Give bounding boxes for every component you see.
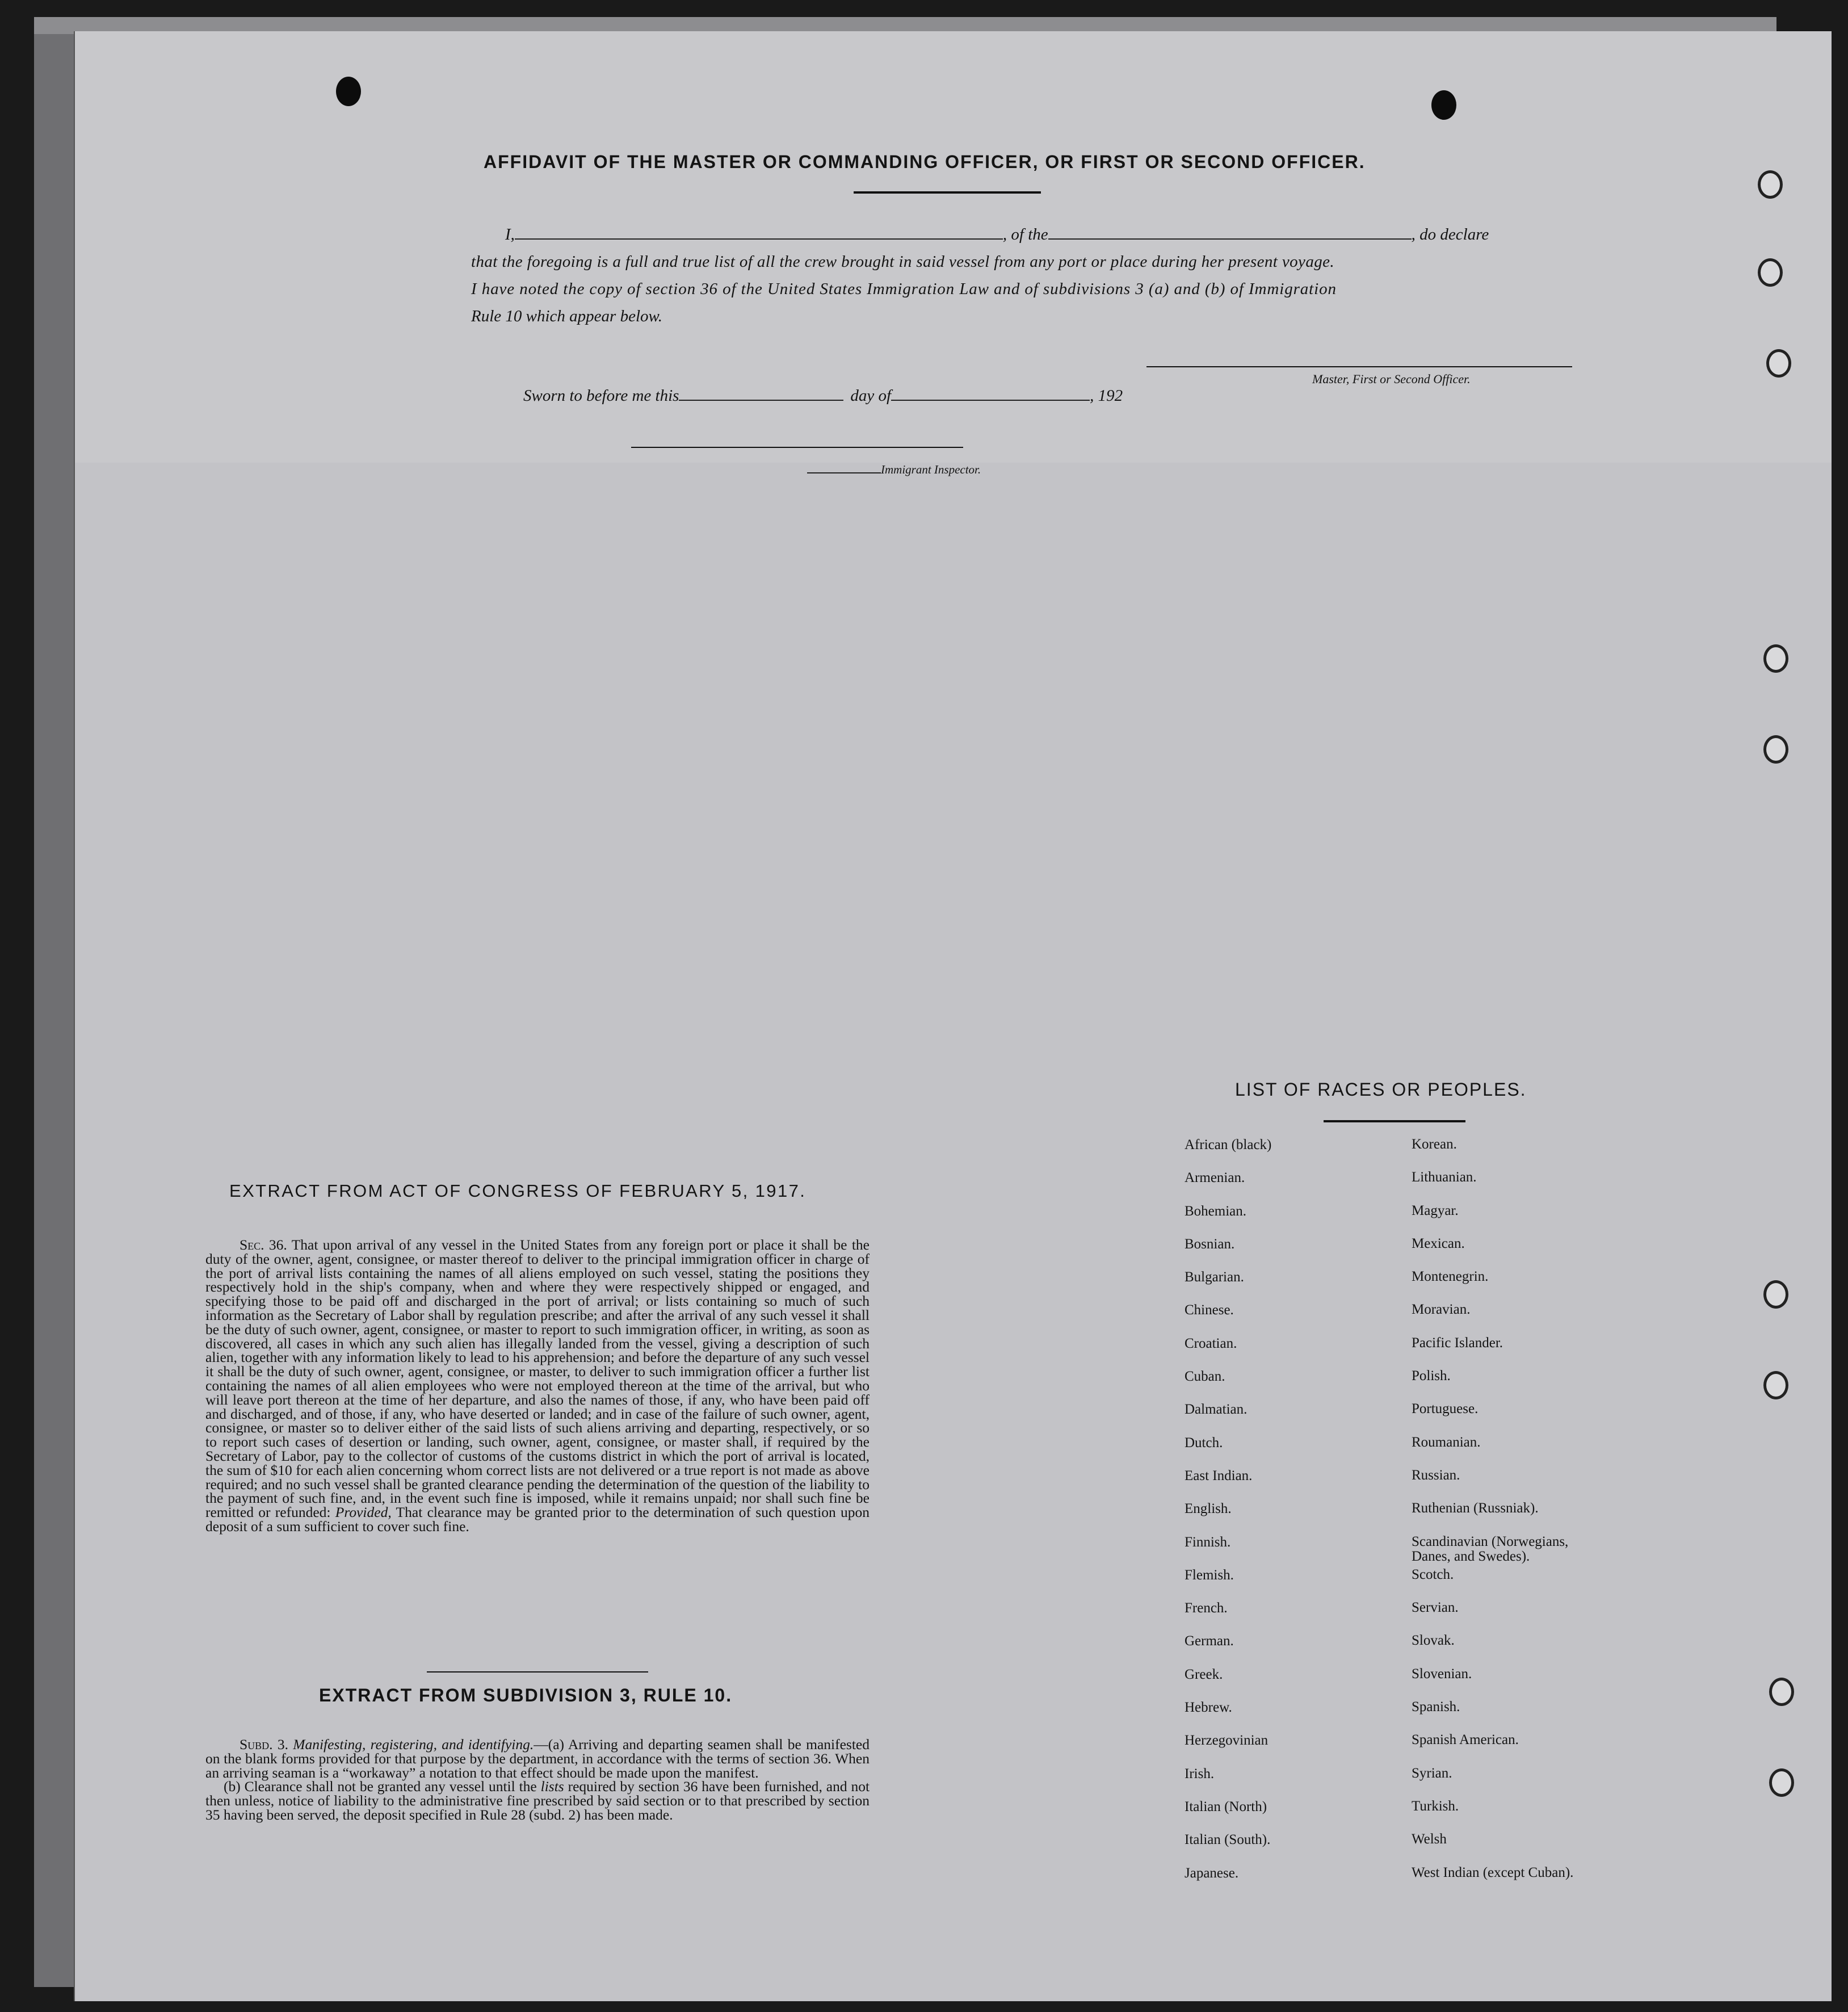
sworn-day-of-label: day of xyxy=(850,387,892,405)
race-right-cell: Moravian. xyxy=(1412,1302,1471,1318)
race-left-cell: Armenian. xyxy=(1185,1170,1245,1186)
races-table-row xyxy=(1185,1369,1605,1402)
affidavit-title: AFFIDAVIT OF THE MASTER OR COMMANDING OFFICER, OR FIRST OR SECOND OFFICER. xyxy=(484,152,1366,172)
race-left-cell: Bohemian. xyxy=(1185,1203,1247,1219)
sworn-prefix: Sworn to before me this xyxy=(523,387,679,405)
race-right-cell: Spanish American. xyxy=(1412,1732,1519,1748)
races-table-row xyxy=(1185,1137,1605,1170)
race-left-cell: Bulgarian. xyxy=(1185,1269,1244,1285)
race-left-cell: Cuban. xyxy=(1185,1369,1225,1385)
race-right-cell: Pacific Islander. xyxy=(1412,1335,1503,1351)
race-right-cell: Welsh xyxy=(1412,1831,1447,1847)
binder-ring-hole xyxy=(1758,170,1783,199)
race-left-cell: Hebrew. xyxy=(1185,1700,1232,1716)
races-table-row xyxy=(1185,1402,1605,1435)
race-left-cell: German. xyxy=(1185,1633,1234,1649)
race-right-cell: Slovak. xyxy=(1412,1633,1455,1649)
section-36-text xyxy=(205,1238,870,1534)
race-left-cell: Croatian. xyxy=(1185,1335,1237,1351)
inspector-signature-line-long xyxy=(631,447,963,448)
affidavit-line-3: I have noted the copy of section 36 of the United States Immigration Law and of subdivisions 3 (a) and (b) of Immigration xyxy=(471,280,1337,298)
races-table-row xyxy=(1185,1667,1605,1700)
subdivision-text-b-1: (b) Clearance shall not be granted any vessel until the xyxy=(224,1778,537,1795)
race-right-cell: Slovenian. xyxy=(1412,1666,1472,1682)
act-extract-title: EXTRACT FROM ACT OF CONGRESS OF FEBRUARY 5, 1917. xyxy=(229,1181,807,1201)
race-left-cell: French. xyxy=(1185,1600,1228,1616)
affidavit-line-2: that the foregoing is a full and true list of all the crew brought in said vessel from any port or place during her present voyage. xyxy=(471,253,1335,271)
race-left-cell: Chinese. xyxy=(1185,1302,1234,1318)
binder-ring-hole xyxy=(1769,1768,1794,1797)
section-36-label: Sec. 36. xyxy=(240,1236,287,1253)
subdivision-text-b-2: required by section 36 have been furnished, and not then unless, notice of liability to the administrative fine prescribed by said section or to that prescribed by section 35 having been served, the deposit specified in Rule 28 (subd. 2) has been made. xyxy=(205,1778,870,1823)
races-title: LIST OF RACES OR PEOPLES. xyxy=(1235,1079,1527,1100)
race-left-cell: Finnish. xyxy=(1185,1534,1231,1550)
race-left-cell: Herzegovinian xyxy=(1185,1733,1269,1749)
races-table-body xyxy=(1185,1137,1605,1898)
section-36-paragraph xyxy=(205,1238,870,1534)
race-left-cell: Japanese. xyxy=(1185,1865,1239,1881)
master-signature-line xyxy=(1146,366,1572,367)
binder-ring-hole xyxy=(1763,644,1788,673)
race-left-cell: Italian (South). xyxy=(1185,1832,1271,1848)
race-right-cell: Korean. xyxy=(1412,1137,1457,1152)
races-table-row xyxy=(1185,1799,1605,1832)
sworn-month-blank[interactable] xyxy=(891,400,1090,401)
races-table-row xyxy=(1185,1204,1605,1236)
race-right-cell: Lithuanian. xyxy=(1412,1170,1477,1185)
race-left-cell: Dalmatian. xyxy=(1185,1402,1248,1418)
affidavit-declaration-line xyxy=(472,225,1585,244)
race-right-cell: Spanish. xyxy=(1412,1699,1460,1715)
races-title-rule xyxy=(1324,1120,1465,1122)
race-right-cell: Russian. xyxy=(1412,1467,1460,1483)
rule-extract-title: EXTRACT FROM SUBDIVISION 3, RULE 10. xyxy=(319,1685,733,1705)
subdivision-text-a: —(a) Arriving and departing seamen shall be manifested on the blank forms provided for that purpose by the department, in accordance with the terms of section 36. When an arriving seaman is a “workaway” a notation to that effect should be made upon the manifest. xyxy=(205,1736,870,1781)
races-table-row xyxy=(1185,1633,1605,1666)
binder-ring-hole xyxy=(1763,735,1788,764)
race-left-cell: Italian (North) xyxy=(1185,1799,1267,1814)
races-table-row xyxy=(1185,1170,1605,1203)
inspector-label: Immigrant Inspector. xyxy=(881,463,981,476)
subdivision-italic-heading: Manifesting, registering, and identifying. xyxy=(293,1736,534,1753)
binder-ring-hole xyxy=(1758,258,1783,287)
subdivision-lists-word: lists xyxy=(540,1778,564,1795)
race-right-cell: Scotch. xyxy=(1412,1566,1454,1582)
do-declare-label: , do declare xyxy=(1411,225,1489,244)
race-right-cell: Servian. xyxy=(1412,1600,1459,1616)
master-signature-label: Master, First or Second Officer. xyxy=(1312,372,1471,386)
inspector-signature-blank[interactable] xyxy=(807,472,881,473)
punch-hole xyxy=(336,77,361,106)
races-table-row xyxy=(1185,1269,1605,1302)
race-right-cell: Polish. xyxy=(1412,1368,1451,1384)
affidavit-title-rule xyxy=(854,191,1041,194)
race-left-cell: African (black) xyxy=(1185,1137,1272,1152)
race-right-cell: Mexican. xyxy=(1412,1235,1465,1251)
race-left-cell: English. xyxy=(1185,1501,1232,1517)
subdivision-3-paragraph-b xyxy=(205,1780,870,1822)
of-the-label: , of the xyxy=(1002,225,1048,244)
section-36-body: That upon arrival of any vessel in the United States from any foreign port or place it shall be the duty of the owner, agent, consignee, or master thereof to deliver to the principal immigration officer in charge of the port of arrival lists containing the names of all aliens employed on such vessel, stating the positions they respectively hold in the ship's company, when and where they were respectively shipped or engaged, and specifying those to be paid off and discharged in the port of arrival; or lists containing so much of such information as the Secretary of Labor shall by regulation prescribe; and after the arrival of any such vessel it shall be the duty of such owner, agent, consignee, or master to report to such immigration officer, in writing, as soon as discovered, all cases in which any such alien has illegally landed from the vessel, giving a description of such alien, together with any information likely to lead to his apprehension; and before the departure of any such vessel it shall be the duty of such owner, agent, consignee, or master, to deliver to such immigration officer a further list containing the names of all alien employees who were not employed thereon at the time of the arrival, but who will leave port thereon at the time of her departure, and also the names of those, if any, who have been paid off and discharged, and of those, if any, who have deserted or landed; and in case of the failure of such owner, agent, consignee, or master so to deliver either of the said lists of such aliens arriving and departing, respectively, or so to report such cases of desertion or landing, such owner, agent, consignee, or master shall, if required by the Secretary of Labor, pay to the collector of customs of the customs district in which the port of arrival is located, the sum of $10 for each alien concerning whom correct lists are not delivered or a true report is not made as above required; and no such vessel shall be granted clearance pending the determination of the question of the liability to the payment of such fine, and, in the event such fine is imposed, while it remains unpaid; nor shall such fine be remitted or refunded: xyxy=(205,1236,870,1521)
races-table-row xyxy=(1185,1336,1605,1369)
inspector-line xyxy=(807,463,981,477)
race-left-cell: Bosnian. xyxy=(1185,1236,1235,1252)
vessel-name-blank[interactable] xyxy=(1048,238,1412,240)
race-right-cell: West Indian (except Cuban). xyxy=(1412,1864,1574,1880)
race-left-cell: Irish. xyxy=(1185,1766,1215,1782)
race-right-cell: Montenegrin. xyxy=(1412,1269,1489,1285)
races-table-row xyxy=(1185,1766,1605,1799)
subdivision-label: Subd. 3. xyxy=(240,1736,288,1753)
races-table-row xyxy=(1185,1535,1605,1567)
race-right-cell: Syrian. xyxy=(1412,1765,1452,1781)
race-right-cell: Scandinavian (Norwegians, Danes, and Swedes). xyxy=(1412,1533,1569,1564)
binder-ring-hole xyxy=(1763,1280,1788,1309)
race-left-cell: Dutch. xyxy=(1185,1435,1223,1451)
section-36-provided: Provided, xyxy=(335,1504,392,1521)
binder-ring-hole xyxy=(1763,1371,1788,1399)
declarant-i-label: I, xyxy=(505,225,515,244)
back-page-left-edge xyxy=(34,34,75,1987)
punch-hole xyxy=(1431,90,1456,120)
sworn-line xyxy=(523,387,1123,405)
binder-ring-hole xyxy=(1769,1678,1794,1706)
race-right-cell: Magyar. xyxy=(1412,1202,1459,1218)
race-right-cell: Roumanian. xyxy=(1412,1434,1481,1450)
race-right-cell: Ruthenian (Russniak). xyxy=(1412,1500,1539,1516)
subdivision-3-text xyxy=(205,1738,870,1822)
race-left-cell: Greek. xyxy=(1185,1666,1223,1682)
subdivision-3-paragraph-a xyxy=(205,1738,870,1780)
document-page xyxy=(74,31,1832,2001)
race-right-cell: Turkish. xyxy=(1412,1798,1459,1814)
affidavit-line-4: Rule 10 which appear below. xyxy=(471,307,662,325)
races-table-row xyxy=(1185,1866,1605,1898)
races-table-row xyxy=(1185,1236,1605,1269)
races-table-row xyxy=(1185,1600,1605,1633)
races-table-row xyxy=(1185,1700,1605,1733)
races-table-row xyxy=(1185,1567,1605,1600)
races-table-row xyxy=(1185,1733,1605,1766)
races-table-row xyxy=(1185,1501,1605,1534)
races-table-row xyxy=(1185,1302,1605,1335)
race-right-cell: Portuguese. xyxy=(1412,1401,1479,1417)
sworn-year-label: , 192 xyxy=(1090,387,1123,405)
races-table-row xyxy=(1185,1832,1605,1865)
section-36-body-end: That clearance may be granted prior to the determination of such question upon deposit of a sum sufficient to cover such fine. xyxy=(205,1504,870,1535)
declarant-name-blank[interactable] xyxy=(515,238,1003,240)
race-left-cell: Flemish. xyxy=(1185,1567,1234,1583)
races-table xyxy=(1185,1137,1605,1898)
sworn-day-blank[interactable] xyxy=(679,400,843,401)
binder-ring-hole xyxy=(1766,349,1791,378)
races-table-row xyxy=(1185,1435,1605,1468)
races-table-row xyxy=(1185,1468,1605,1501)
race-left-cell: East Indian. xyxy=(1185,1468,1253,1483)
extract-divider xyxy=(427,1671,648,1673)
